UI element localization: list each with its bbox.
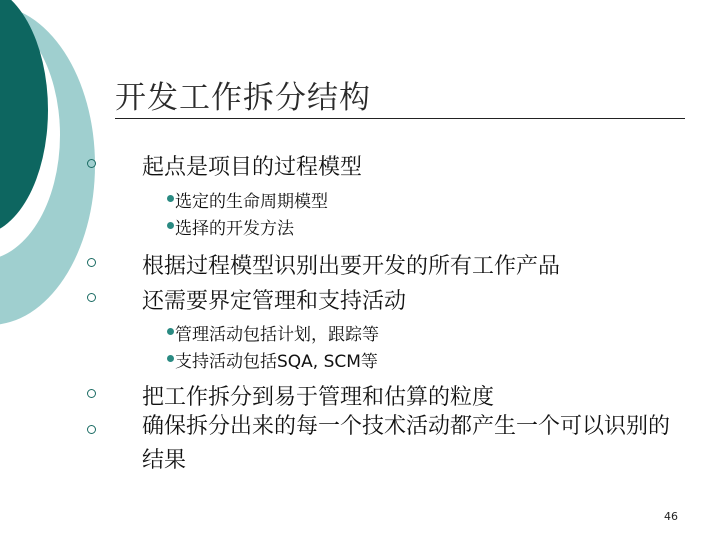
bullet-text: 确保拆分出来的每一个技术活动都产生一个可以识别的结果 [142, 414, 671, 473]
hollow-circle-bullet-icon [87, 293, 96, 302]
filled-dot-bullet-icon [167, 355, 174, 362]
sub-bullet-text: 选择的开发方法 [175, 219, 294, 239]
hollow-circle-bullet-icon [87, 389, 96, 398]
hollow-circle-bullet-icon [87, 425, 96, 434]
hollow-circle-bullet-icon [87, 258, 96, 267]
bullet-text: 起点是项目的过程模型 [142, 155, 363, 180]
sub-bullet-text: 管理活动包括计划，跟踪等 [175, 325, 379, 345]
bullet-text: 还需要界定管理和支持活动 [142, 289, 407, 314]
sub-bullet-text: 选定的生命周期模型 [175, 192, 328, 212]
bullet-text: 根据过程模型识别出要开发的所有工作产品 [142, 254, 561, 279]
bullet-text: 把工作拆分到易于管理和估算的粒度 [142, 385, 495, 410]
filled-dot-bullet-icon [167, 328, 174, 335]
sub-bullet-text: 支持活动包括SQA, SCM等 [175, 352, 378, 372]
filled-dot-bullet-icon [167, 195, 174, 202]
corner-decoration [0, 0, 130, 330]
filled-dot-bullet-icon [167, 222, 174, 229]
hollow-circle-bullet-icon [87, 159, 96, 168]
page-number: 46 [664, 510, 678, 523]
title-divider [115, 118, 685, 119]
slide-title: 开发工作拆分结构 [115, 80, 371, 116]
